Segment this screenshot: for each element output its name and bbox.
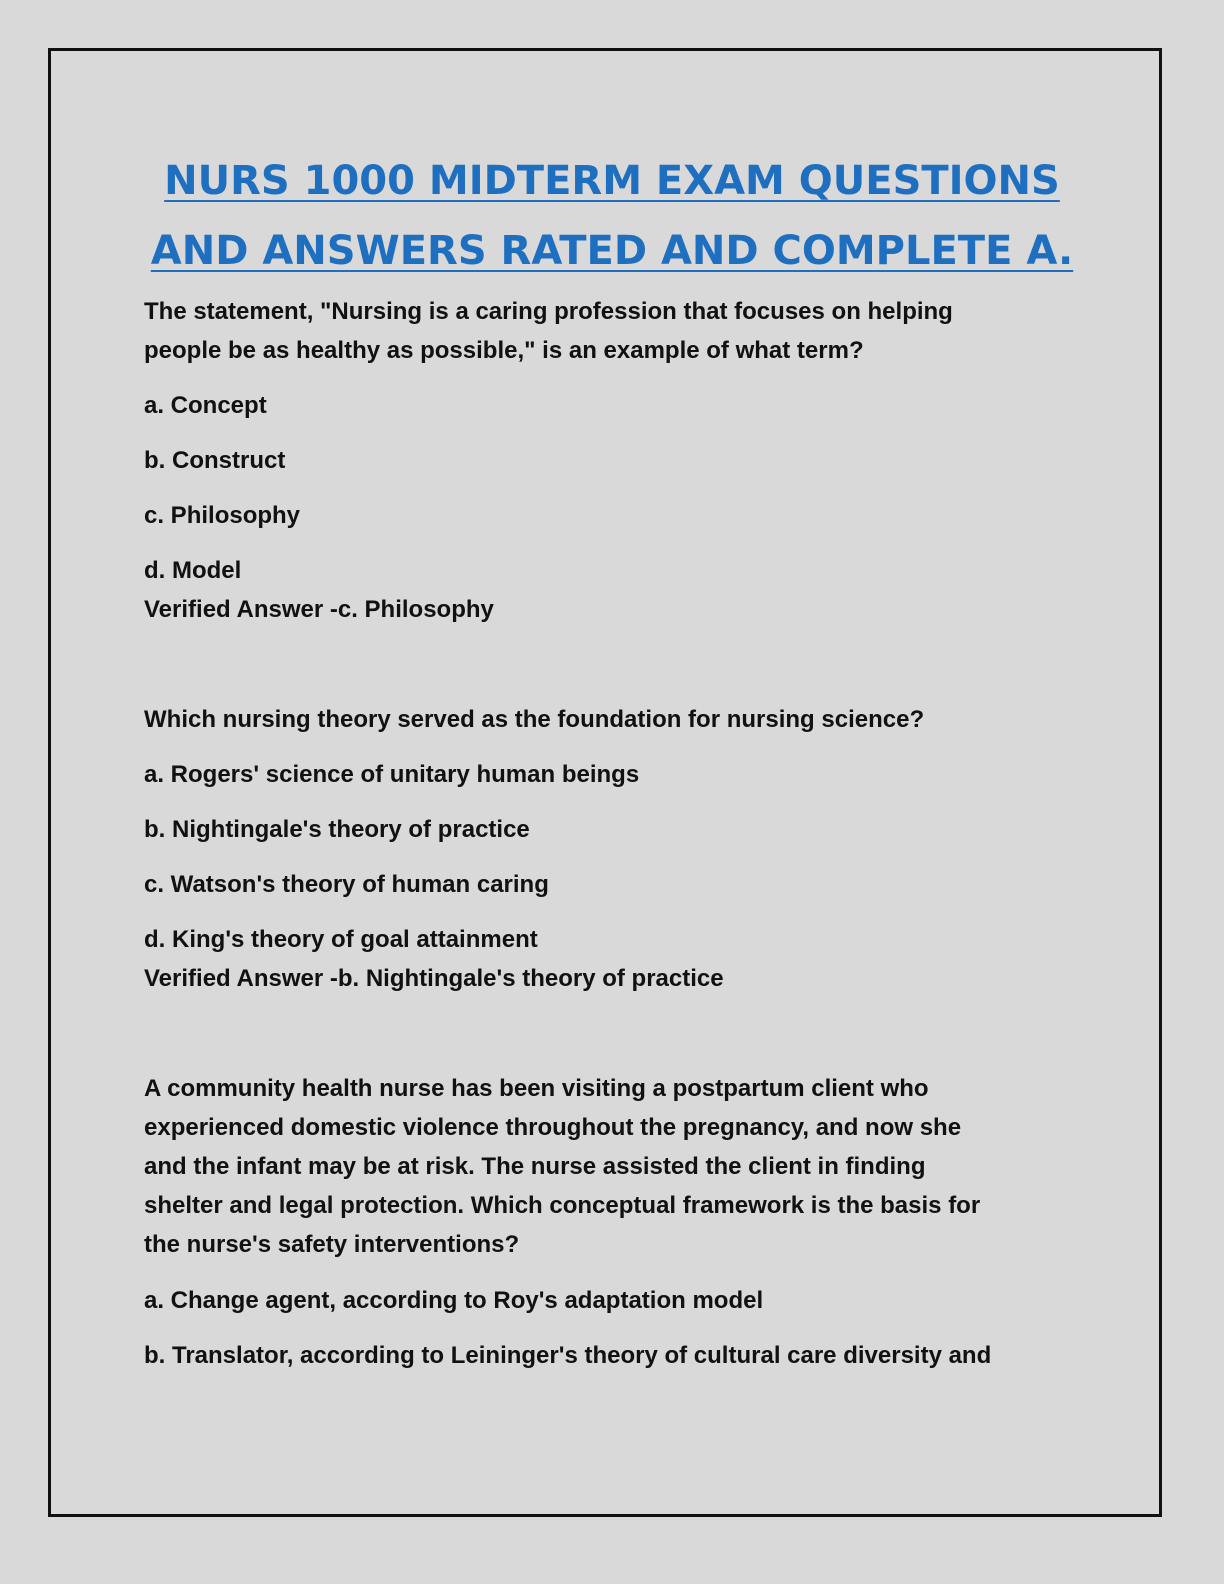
question-3-stem: the nurse's safety interventions? xyxy=(144,1231,520,1258)
question-1-option-c: c. Philosophy xyxy=(144,502,301,529)
question-3-option-b: b. Translator, according to Leininger's theory of cultural care diversity and xyxy=(144,1342,992,1369)
question-2-option-d: d. King's theory of goal attainment xyxy=(144,926,538,953)
question-2-answer: Verified Answer -b. Nightingale's theory of practice xyxy=(144,965,724,992)
question-2-option-b: b. Nightingale's theory of practice xyxy=(144,816,530,843)
question-1-option-b: b. Construct xyxy=(144,447,286,474)
document-title xyxy=(100,146,1124,286)
question-1-stem: The statement, "Nursing is a caring profession that focuses on helping xyxy=(144,298,953,325)
question-1-option-a: a. Concept xyxy=(144,392,267,419)
question-1-option-d: d. Model xyxy=(144,557,242,584)
question-1-answer: Verified Answer -c. Philosophy xyxy=(144,596,494,623)
question-2-stem: Which nursing theory served as the foundation for nursing science? xyxy=(144,706,925,733)
question-3-stem: and the infant may be at risk. The nurse assisted the client in finding xyxy=(144,1153,926,1180)
question-2-option-c: c. Watson's theory of human caring xyxy=(144,871,549,898)
question-3-stem: shelter and legal protection. Which conceptual framework is the basis for xyxy=(144,1192,981,1219)
question-2-option-a: a. Rogers' science of unitary human beings xyxy=(144,761,640,788)
question-3-stem: experienced domestic violence throughout the pregnancy, and now she xyxy=(144,1114,962,1141)
question-3-option-a: a. Change agent, according to Roy's adaptation model xyxy=(144,1287,764,1314)
question-1-stem: people be as healthy as possible," is an example of what term? xyxy=(144,337,864,364)
title-line: NURS 1000 MIDTERM EXAM QUESTIONS xyxy=(164,158,1060,204)
title-line: AND ANSWERS RATED AND COMPLETE A. xyxy=(150,228,1074,274)
question-3-stem: A community health nurse has been visiting a postpartum client who xyxy=(144,1075,929,1102)
